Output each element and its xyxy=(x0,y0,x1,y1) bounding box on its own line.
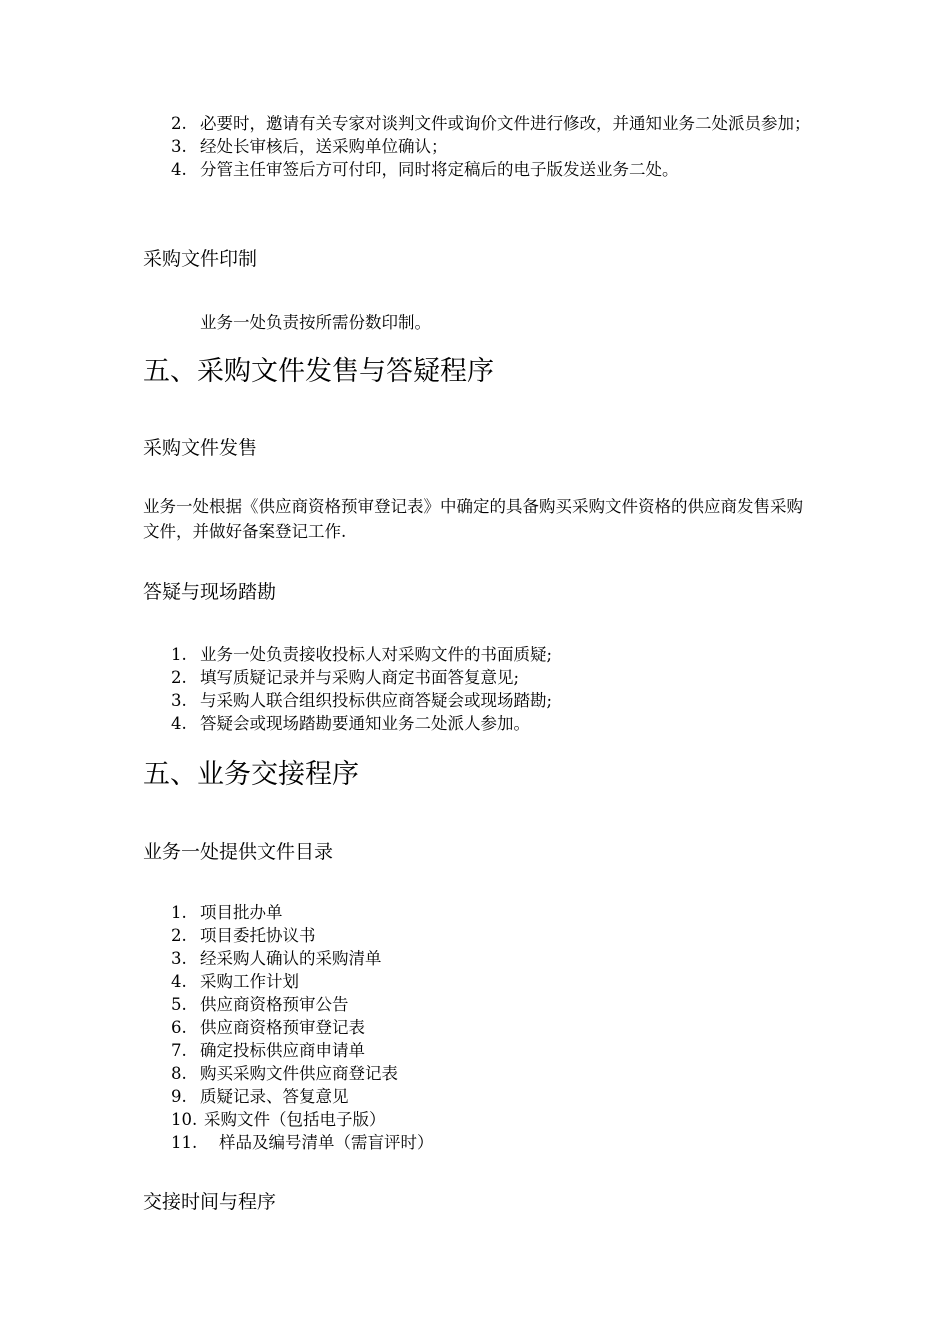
list-item: 6. 供应商资格预审登记表 xyxy=(171,1018,365,1037)
list-item: 4. 采购工作计划 xyxy=(171,972,299,991)
list-item: 4. 分管主任审签后方可付印，同时将定稿后的电子版发送业务二处。 xyxy=(171,160,679,179)
docs-heading: 业务一处提供文件目录 xyxy=(143,841,334,863)
handover-heading: 交接时间与程序 xyxy=(143,1191,277,1213)
list-item: 3. 经处长审核后，送采购单位确认； xyxy=(171,137,448,156)
list-item: 2. 项目委托协议书 xyxy=(171,926,316,945)
list-item: 11. 样品及编号清单（需盲评时） xyxy=(171,1133,434,1152)
list-item: 1. 业务一处负责接收投标人对采购文件的书面质疑; xyxy=(171,645,553,664)
list-item: 9. 质疑记录、答复意见 xyxy=(171,1087,349,1106)
sale-body: 业务一处根据《供应商资格预审登记表》中确定的具备购买采购文件资格的供应商发售采购文件，并做好备案登记工作. xyxy=(143,497,803,541)
print-body: 业务一处负责按所需份数印制。 xyxy=(200,313,431,332)
list-item: 4. 答疑会或现场踏勘要通知业务二处派人参加。 xyxy=(171,714,530,733)
qa-heading: 答疑与现场踏勘 xyxy=(143,581,277,603)
list-item: 1. 项目批办单 xyxy=(171,903,283,922)
sale-heading: 采购文件发售 xyxy=(143,437,258,459)
print-heading: 采购文件印制 xyxy=(143,248,258,270)
docs-list xyxy=(143,901,823,1154)
list-item: 10. 采购文件（包括电子版） xyxy=(171,1110,386,1129)
list-item: 5. 供应商资格预审公告 xyxy=(171,995,349,1014)
list-item: 7. 确定投标供应商申请单 xyxy=(171,1041,365,1060)
qa-steps-list xyxy=(143,643,823,735)
list-item: 8. 购买采购文件供应商登记表 xyxy=(171,1064,398,1083)
section5-title: 五、采购文件发售与答疑程序 xyxy=(143,356,494,387)
list-item: 3. 与采购人联合组织投标供应商答疑会或现场踏勘; xyxy=(171,691,553,710)
revision-steps-list xyxy=(143,112,823,181)
list-item: 3. 经采购人确认的采购清单 xyxy=(171,949,382,968)
section6-title: 五、业务交接程序 xyxy=(143,759,359,790)
list-item: 2. 填写质疑记录并与采购人商定书面答复意见; xyxy=(171,668,520,687)
list-item: 2. 必要时，邀请有关专家对谈判文件或询价文件进行修改，并通知业务二处派员参加； xyxy=(171,114,811,133)
